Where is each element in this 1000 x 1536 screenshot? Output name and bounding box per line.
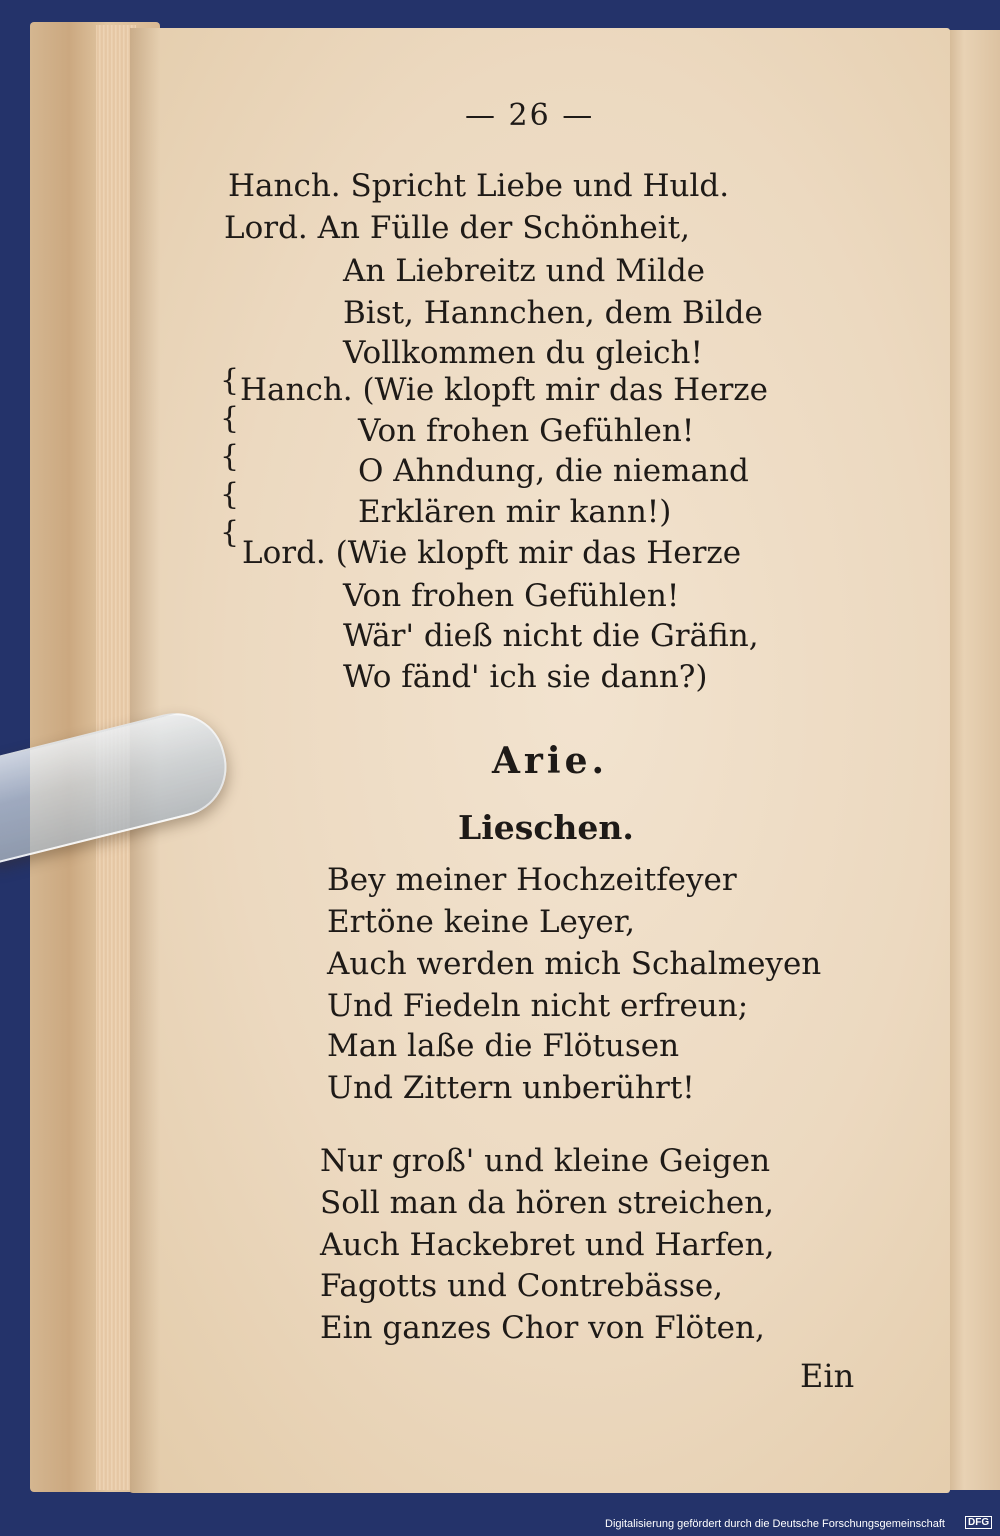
verse-line: Ertöne keine Leyer, bbox=[327, 904, 636, 940]
dialogue-line: Bist, Hannchen, dem Bilde bbox=[343, 295, 763, 331]
duet-brace: { { { { { bbox=[220, 363, 240, 550]
verse-line: Auch Hackebret und Harfen, bbox=[320, 1227, 775, 1263]
dialogue-line: An Liebreitz und Milde bbox=[343, 253, 706, 289]
dfg-logo: DFG bbox=[965, 1516, 992, 1529]
verse-line: Bey meiner Hochzeitfeyer bbox=[327, 862, 737, 898]
catchword: Ein bbox=[800, 1357, 855, 1395]
verse-line: Auch werden mich Schalmeyen bbox=[327, 946, 822, 982]
dialogue-line: Hanch. Spricht Liebe und Huld. bbox=[228, 168, 730, 204]
verse-line: Und Fiedeln nicht erfreun; bbox=[327, 988, 749, 1024]
aria-singer: Lieschen. bbox=[458, 808, 634, 847]
dialogue-line: Von frohen Gefühlen! bbox=[343, 578, 680, 614]
verse-line: Man laße die Flötusen bbox=[327, 1028, 680, 1064]
aria-heading: Arie. bbox=[492, 740, 609, 782]
dialogue-line: Lord. An Fülle der Schönheit, bbox=[224, 210, 690, 246]
dialogue-line: O Ahndung, die niemand bbox=[358, 453, 749, 489]
dialogue-line: Vollkommen du gleich! bbox=[343, 335, 703, 371]
verse-line: Ein ganzes Chor von Flöten, bbox=[320, 1310, 765, 1346]
dialogue-line: Erklären mir kann!) bbox=[358, 494, 672, 530]
verse-line: Fagotts und Contrebässe, bbox=[320, 1268, 724, 1304]
page-number: — 26 — bbox=[465, 98, 595, 133]
dialogue-line: Von frohen Gefühlen! bbox=[358, 413, 695, 449]
verse-line: Soll man da hören streichen, bbox=[320, 1185, 775, 1221]
funding-footer: Digitalisierung gefördert durch die Deutsche Forschungsgemeinschaft bbox=[605, 1518, 945, 1530]
dialogue-line: Lord. (Wie klopft mir das Herze bbox=[242, 535, 742, 571]
dialogue-line: Wo fänd' ich sie dann?) bbox=[343, 659, 708, 695]
dialogue-line: Wär' dieß nicht die Gräfin, bbox=[343, 618, 759, 654]
verse-line: Nur groß' und kleine Geigen bbox=[320, 1143, 771, 1179]
verse-line: Und Zittern unberührt! bbox=[327, 1070, 695, 1106]
dialogue-line: Hanch. (Wie klopft mir das Herze bbox=[240, 372, 768, 408]
